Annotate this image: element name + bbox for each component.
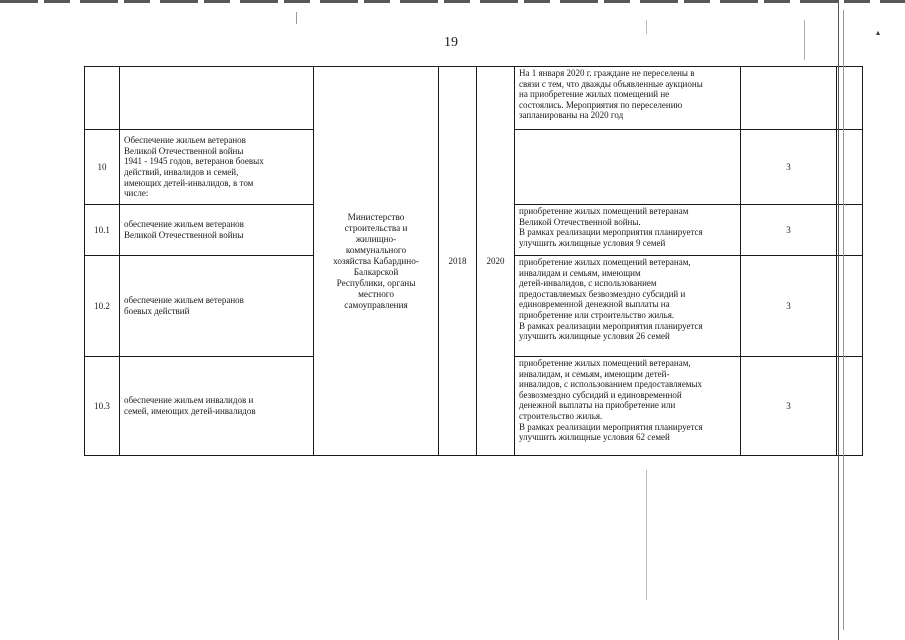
result-line: В рамках реализации мероприятия планируется [519,320,703,331]
name-line: Великой Отечественной войны [124,145,244,156]
result-cell [515,130,741,205]
scan-artifact-line [843,10,844,630]
name-line: 1941 - 1945 годов, ветеранов боевых [124,156,264,167]
result-line: запланированы на 2020 год [519,110,624,121]
measure-name-cell [120,357,314,456]
row-number: 10.2 [85,256,120,357]
result-cell [515,67,741,130]
result-line: инвалидам, и семьям, имеющим детей- [519,368,670,379]
name-line: боевых действий [124,306,190,316]
scan-artifact-line [804,20,805,60]
table-cell [120,67,314,130]
value-cell: 3 [741,357,837,456]
name-line: числе: [124,188,149,199]
result-line: В рамках реализации мероприятия планируется [519,421,703,432]
scan-artifact-line [296,12,297,24]
measure-name-cell [120,205,314,256]
name-line: Великой Отечественной войны [124,230,244,240]
result-line: приобретение жилых помещений ветеранам, [519,257,691,267]
result-line: улучшить жилищные условия 62 семей [519,432,670,443]
executor-line: самоуправления [344,299,408,310]
result-cell [515,256,741,357]
value-cell: 3 [741,256,837,357]
result-line: В рамках реализации мероприятия планируется [519,227,703,238]
measure-name-cell [120,130,314,205]
row-number: 10 [85,130,120,205]
name-line: обеспечение жильем инвалидов и [124,395,254,406]
result-line: приобретение жилых помещений ветеранам, [519,358,691,368]
result-cell [515,205,741,256]
table-row [85,67,863,130]
name-line: обеспечение жильем ветеранов [124,219,244,230]
result-line: строительство жилья. [519,410,603,421]
result-line: связи с тем, что дважды объявленные аукционы [519,78,703,89]
result-line: инвалидов, с использованием предоставляемых [519,379,703,390]
result-line: улучшить жилищные условия 26 семей [519,331,670,342]
table-cell [837,67,863,130]
table-cell [85,67,120,130]
table-cell [837,205,863,256]
row-number: 10.3 [85,357,120,456]
name-line: семей, имеющих детей-инвалидов [124,406,256,416]
table-cell [837,357,863,456]
result-line: улучшить жилищные условия 9 семей [519,237,666,248]
executor-line: хозяйства Кабардино- [333,255,419,266]
result-line: приобретение или строительство жилья. [519,309,675,320]
table-cell [837,130,863,205]
name-line: обеспечение жильем ветеранов [124,295,244,306]
year-end-cell: 2020 [477,67,515,456]
result-line: безвозмездно субсидий и единовременной [519,389,682,400]
result-line: предоставляемых безвозмездно субсидий и [519,288,686,299]
value-cell: 3 [741,130,837,205]
executor-cell [314,67,439,456]
result-line: единовременной денежной выплаты на [519,299,670,310]
program-table [84,66,863,456]
scan-artifact-line [646,470,647,600]
result-cell [515,357,741,456]
executor-line: строительства и [344,222,408,233]
executor-line: коммунального [345,244,407,255]
result-line: на приобретение жилых помещений не [519,89,670,100]
result-line: приобретение жилых помещений ветеранам [519,206,689,216]
result-line: состоялись. Мероприятия по переселению [519,99,683,110]
executor-line: Балкарской [353,266,399,277]
result-line: денежной выплаты на приобретение или [519,400,676,411]
page-number: 19 [444,35,458,50]
executor-line: Республики, органы [336,277,416,288]
measure-name-cell [120,256,314,357]
scan-artifact-line [838,0,839,640]
name-line: Обеспечение жильем ветеранов [124,135,246,146]
scan-top-edge [0,0,905,3]
executor-line: местного [358,288,394,299]
executor-line: Министерство [347,211,405,222]
row-number: 10.1 [85,205,120,256]
value-cell: 3 [741,205,837,256]
executor-line: жилищно- [355,233,397,244]
result-line: инвалидам и семьям, имеющим [519,267,641,278]
scan-artifact-line [646,20,647,34]
scan-mark-icon: ▴ [876,28,881,37]
result-line: Великой Отечественной войны. [519,216,641,227]
table-cell [837,256,863,357]
name-line: имеющих детей-инвалидов, в том [124,177,254,188]
result-line: детей-инвалидов, с использованием [519,278,657,289]
table-cell [741,67,837,130]
year-start-cell: 2018 [439,67,477,456]
name-line: действий, инвалидов и семей, [124,167,239,177]
result-line: На 1 января 2020 г. граждане не переселены в [519,68,695,78]
